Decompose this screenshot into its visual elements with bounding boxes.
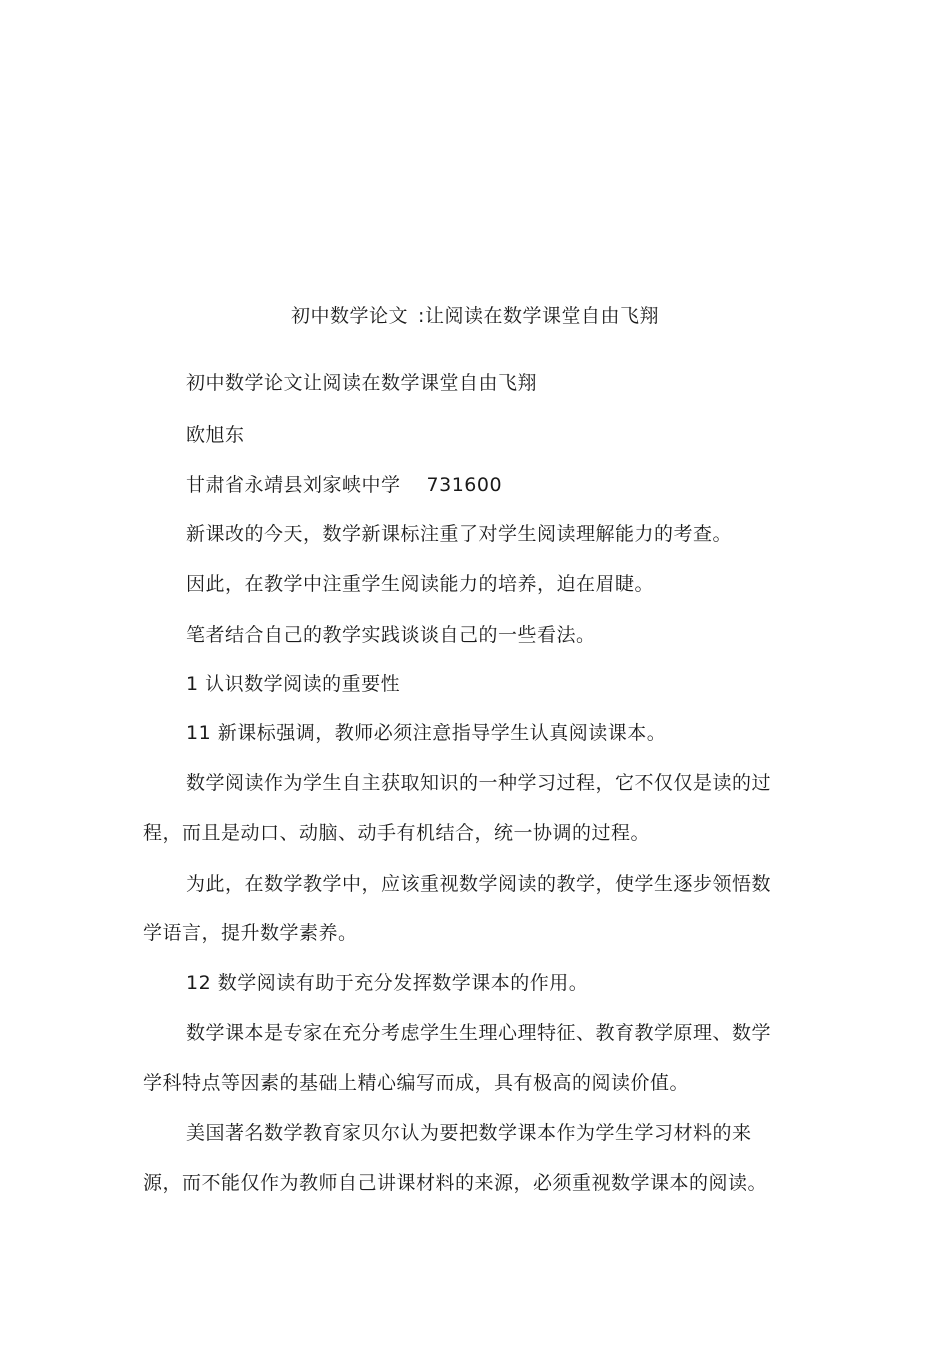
paragraph-line: 源，而不能仅作为教师自己讲课材料的来源，必须重视数学课本的阅读。 [143, 1172, 768, 1194]
paragraph-line: 美国著名数学教育家贝尔认为要把数学课本作为学生学习材料的来 [186, 1122, 752, 1144]
affiliation-line [186, 472, 502, 498]
paragraph-line: 学语言，提升数学素养。 [143, 922, 358, 944]
paragraph-line: 因此，在教学中注重学生阅读能力的培养，迫在眉睫。 [186, 573, 655, 595]
affiliation: 甘肃省永靖县刘家峡中学 [186, 474, 401, 496]
subsection-heading: 12 数学阅读有助于充分发挥数学课本的作用。 [186, 972, 589, 994]
document-title [0, 303, 950, 329]
paragraph-line: 笔者结合自己的教学实践谈谈自己的一些看法。 [186, 624, 596, 646]
section-heading: 1 认识数学阅读的重要性 [186, 673, 401, 695]
title-part-b: :让阅读在数学课堂自由飞翔 [418, 305, 659, 327]
author-name: 欧旭东 [186, 424, 245, 446]
title-part-a: 初中数学论文 [291, 305, 409, 327]
postcode: 731600 [426, 474, 503, 496]
paragraph-line: 程，而且是动口、动脑、动手有机结合，统一协调的过程。 [143, 822, 651, 844]
paragraph-line: 数学阅读作为学生自主获取知识的一种学习过程，它不仅仅是读的过 [186, 772, 772, 794]
subsection-heading: 11 新课标强调，教师必须注意指导学生认真阅读课本。 [186, 722, 667, 744]
paragraph-line: 学科特点等因素的基础上精心编写而成，具有极高的阅读价值。 [143, 1072, 690, 1094]
paragraph-line: 数学课本是专家在充分考虑学生生理心理特征、教育教学原理、数学 [186, 1022, 772, 1044]
paragraph-line: 为此，在数学教学中，应该重视数学阅读的教学，使学生逐步领悟数 [186, 873, 772, 895]
paragraph-line: 新课改的今天，数学新课标注重了对学生阅读理解能力的考查。 [186, 523, 733, 545]
subtitle: 初中数学论文让阅读在数学课堂自由飞翔 [186, 372, 538, 394]
